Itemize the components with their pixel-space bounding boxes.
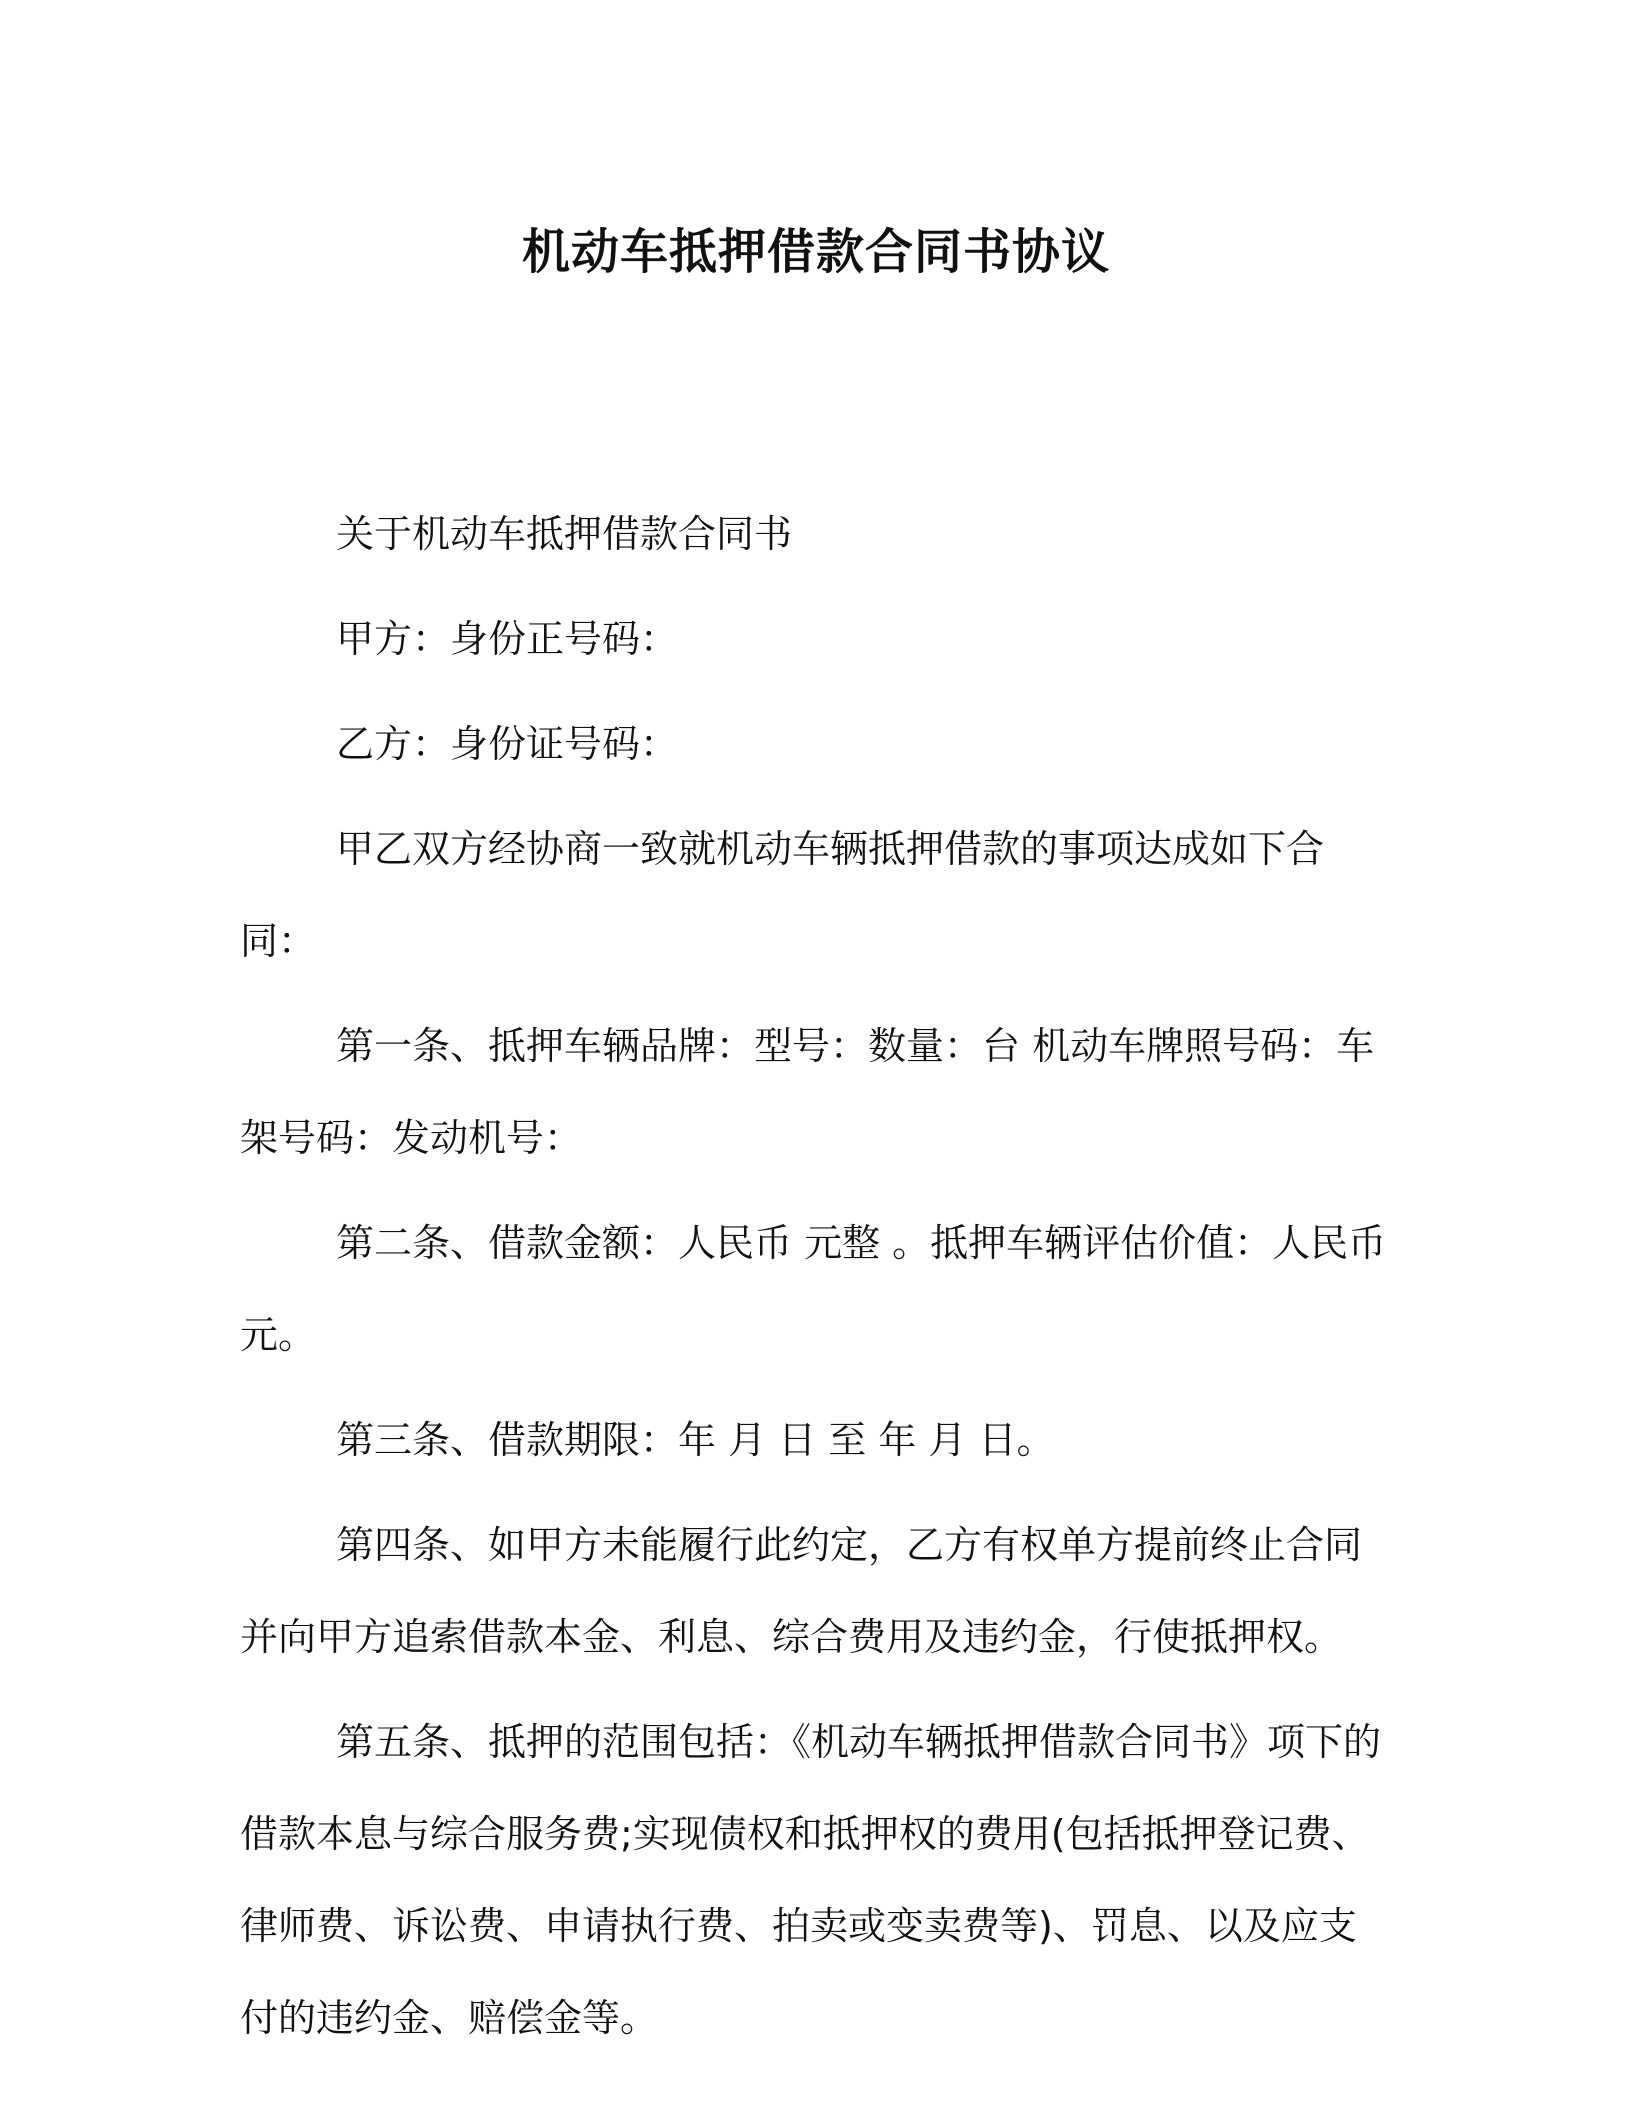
paragraph-article-1: 第一条、抵押车辆品牌：型号：数量：台 机动车牌照号码：车架号码：发动机号： <box>240 1024 1375 1160</box>
paragraph-agreement-intro: 甲乙双方经协商一致就机动车辆抵押借款的事项达成如下合同： <box>240 827 1325 963</box>
document-body <box>240 488 1392 2077</box>
document-title: 机动车抵押借款合同书协议 <box>521 224 1110 280</box>
paragraph-heading: 关于机动车抵押借款合同书 <box>336 512 793 556</box>
paragraph-article-2: 第二条、借款金额：人民币 元整 。抵押车辆评估价值：人民币 元。 <box>240 1221 1387 1357</box>
paragraph-article-5: 第五条、抵押的范围包括：《机动车辆抵押借款合同书》项下的借款本息与综合服务费;实现债权和抵押权的费用(包括抵押登记费、律师费、诉讼费、申请执行费、拍卖或变卖费等)、罚息、以及应支付的违约金、赔偿金等。 <box>240 1720 1382 2040</box>
paragraph-party-a: 甲方：身份正号码： <box>336 617 679 661</box>
paragraph-article-4: 第四条、如甲方未能履行此约定，乙方有权单方提前终止合同并向甲方追索借款本金、利息、综合费用及违约金，行使抵押权。 <box>240 1523 1363 1659</box>
paragraph-party-b: 乙方：身份证号码： <box>336 722 679 766</box>
paragraph-article-3: 第三条、借款期限：年 月 日 至 年 月 日。 <box>336 1418 1055 1462</box>
